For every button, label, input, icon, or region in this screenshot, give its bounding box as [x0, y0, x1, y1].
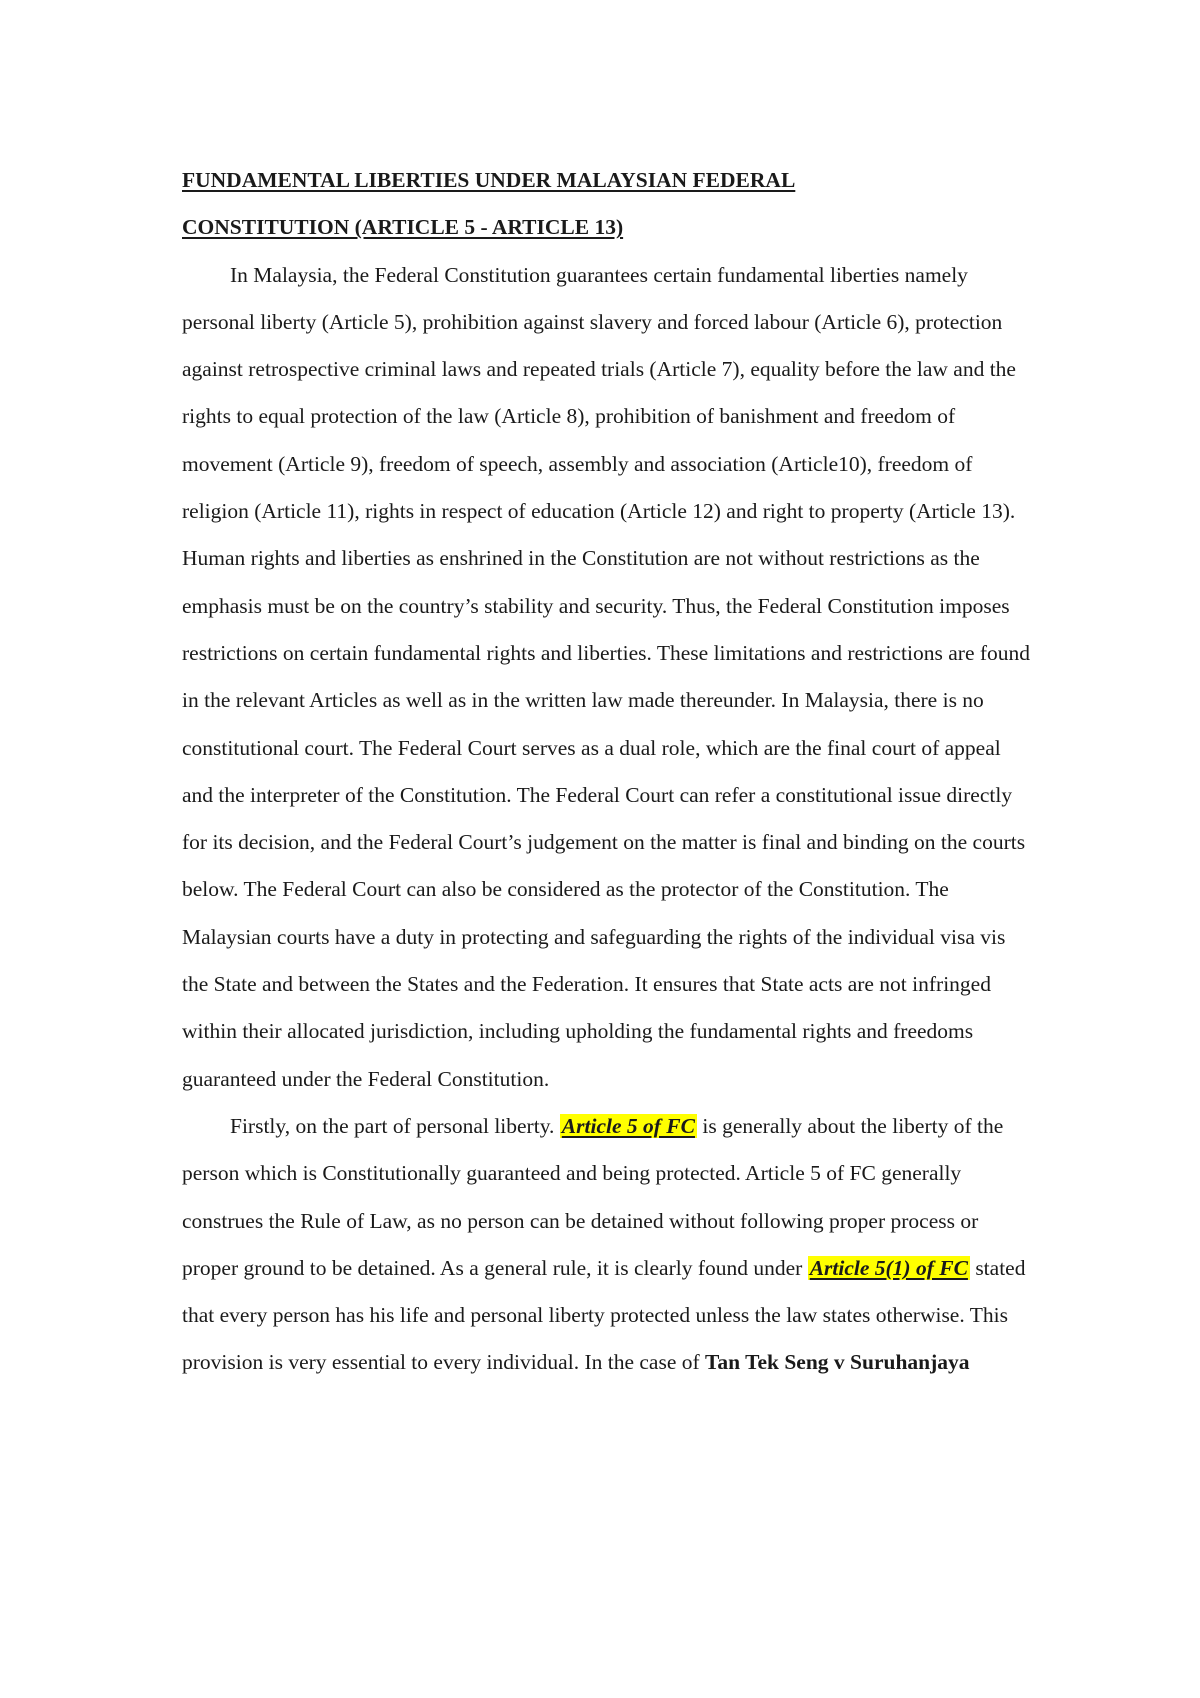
- paragraph-text: is generally about the liberty of the person which is Constitutionally guaranteed and being protected. Article 5 of FC generally construes the Rule of Law, as no person can be detained without following proper process or proper ground to be detained. As a general rule, it is clearly found under: [182, 1113, 1004, 1280]
- paragraph-personal-liberty: [182, 1103, 1036, 1387]
- document-body: [182, 157, 1036, 1387]
- paragraph-text: Firstly, on the part of personal liberty.: [230, 1113, 560, 1138]
- paragraph-intro: In Malaysia, the Federal Constitution guarantees certain fundamental liberties namely personal liberty (Article 5), prohibition against slavery and forced labour (Article 6), protection against retrospective criminal laws and repeated trials (Article 7), equality before the law and the rights to equal protection of the law (Article 8), prohibition of banishment and freedom of movement (Article 9), freedom of speech, assembly and association (Article10), freedom of religion (Article 11), rights in respect of education (Article 12) and right to property (Article 13). Human rights and liberties as enshrined in the Constitution are not without restrictions as the emphasis must be on the country’s stability and security. Thus, the Federal Constitution imposes restrictions on certain fundamental rights and liberties. These limitations and restrictions are found in the relevant Articles as well as in the written law made thereunder. In Malaysia, there is no constitutional court. The Federal Court serves as a dual role, which are the final court of appeal and the interpreter of the Constitution. The Federal Court can refer a constitutional issue directly for its decision, and the Federal Court’s judgement on the matter is final and binding on the courts below. The Federal Court can also be considered as the protector of the Constitution. The Malaysian courts have a duty in protecting and safeguarding the rights of the individual visa vis the State and between the States and the Federation. It ensures that State acts are not infringed within their allocated jurisdiction, including upholding the fundamental rights and freedoms guaranteed under the Federal Constitution.: [182, 262, 1031, 1091]
- document-title-line-1: FUNDAMENTAL LIBERTIES UNDER MALAYSIAN FEDERAL: [182, 168, 796, 192]
- highlight-article-5: Article 5 of FC: [561, 1113, 695, 1138]
- highlight-article-5-1: Article 5(1) of FC: [809, 1255, 968, 1280]
- document-title-line-2: CONSTITUTION (ARTICLE 5 - ARTICLE 13): [182, 215, 624, 240]
- paragraph-text: stated that every person has his life and personal liberty protected unless the law states otherwise. This provision is very essential to every individual. In the case of: [182, 1255, 1026, 1375]
- case-name: Tan Tek Seng v Suruhanjaya: [705, 1350, 970, 1375]
